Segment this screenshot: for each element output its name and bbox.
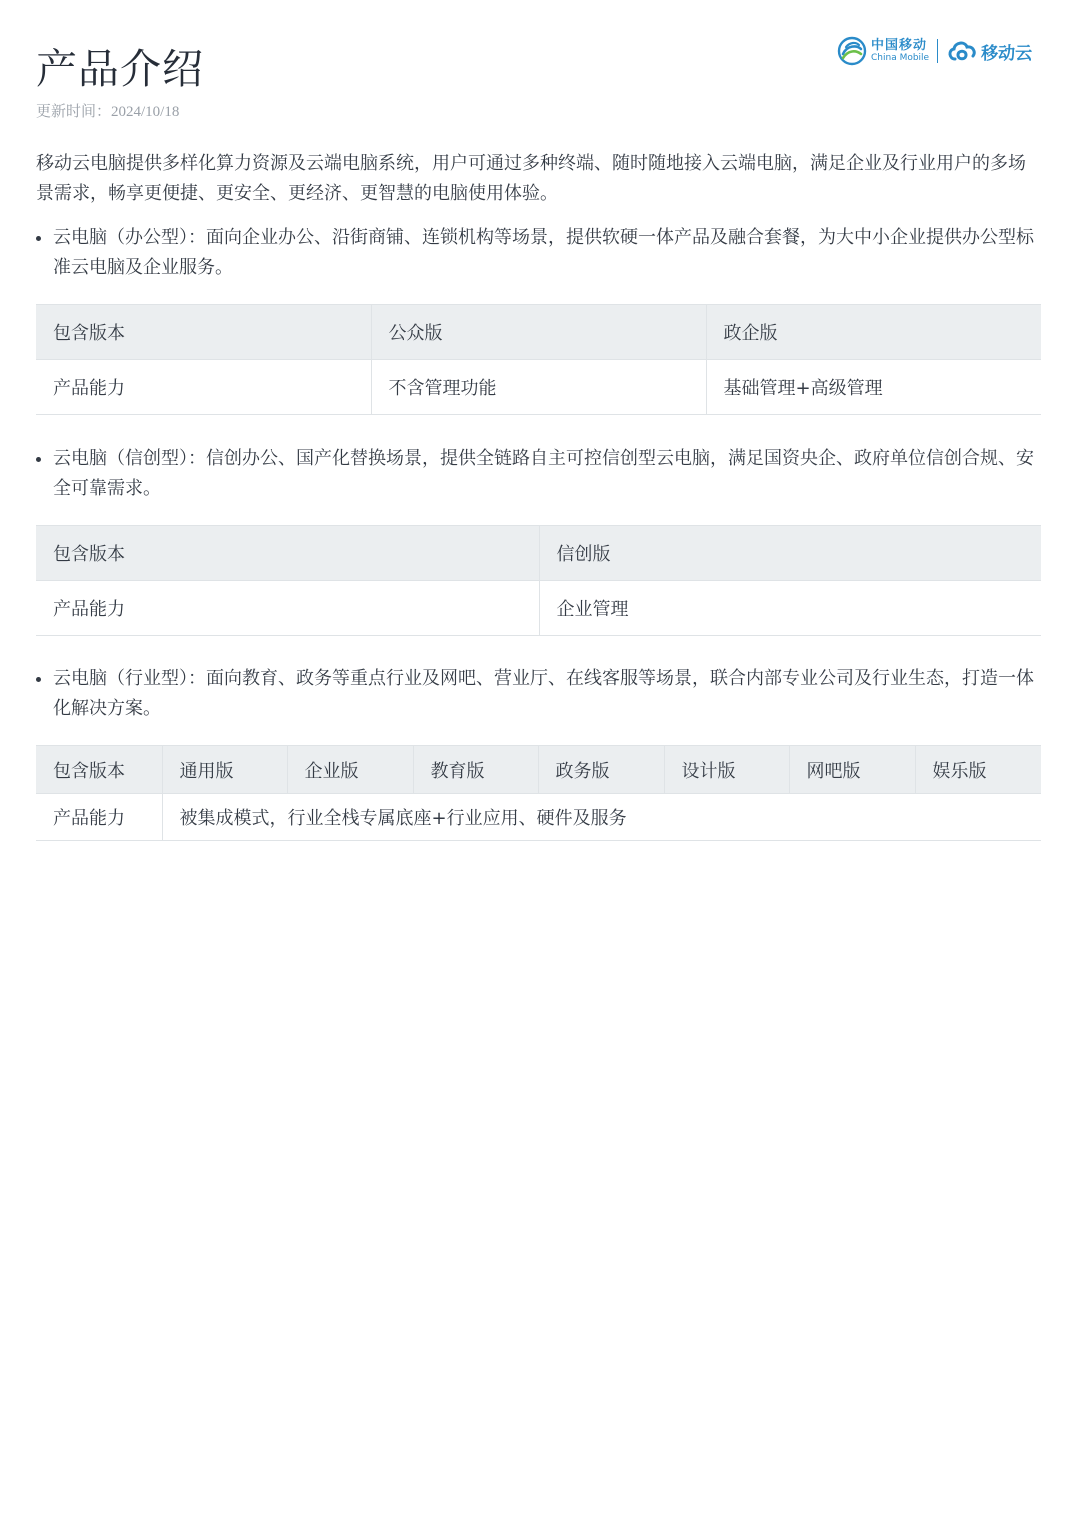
table-row [36, 581, 1041, 636]
brand-logo [837, 34, 1041, 68]
china-mobile-logo-icon [837, 36, 867, 66]
china-mobile-wordmark [871, 39, 929, 63]
bullet-industry-text: 云电脑（行业型）：面向教育、政务等重点行业及网吧、营业厅、在线客服等场景，联合内部专业公司及行业生态，打造一体化解决方案。 [53, 668, 1034, 719]
bullet-industry [36, 664, 1041, 724]
industry-version-table [36, 745, 1041, 841]
table-header-row [36, 305, 1041, 360]
bullet-office [36, 223, 1041, 283]
table-cell: 网吧版 [789, 746, 915, 794]
table-cell: 产品能力 [36, 360, 371, 415]
table-cell: 基础管理+高级管理 [723, 378, 883, 399]
mobile-cloud-logo-icon [946, 37, 978, 65]
table-row [36, 794, 1041, 841]
table-cell: 设计版 [664, 746, 789, 794]
bullet-dot [36, 236, 41, 241]
bullet-xinchuang [36, 444, 1041, 504]
table-cell: 企业管理 [556, 599, 629, 620]
china-mobile-en: China Mobile [871, 53, 930, 63]
update-time: 更新时间：2024/10/18 [36, 104, 180, 120]
bullet-dot [36, 677, 41, 682]
bullet-dot [36, 457, 41, 462]
table-cell: 包含版本 [36, 746, 162, 794]
table-cell: 公众版 [371, 305, 706, 360]
table-header-row [36, 746, 1041, 794]
table-cell: 信创版 [539, 526, 1041, 581]
table-cell: 通用版 [162, 746, 287, 794]
table-cell: 企业版 [287, 746, 413, 794]
logo-divider [937, 39, 938, 63]
table-cell: 产品能力 [36, 581, 539, 636]
table-cell: 政企版 [706, 305, 1041, 360]
table-cell: 教育版 [413, 746, 538, 794]
xinchuang-version-table [36, 525, 1041, 636]
page-title: 产品介绍 [36, 45, 204, 93]
office-version-table [36, 304, 1041, 415]
table-row [36, 360, 1041, 415]
table-cell: 被集成模式，行业全栈专属底座+行业应用、硬件及服务 [179, 808, 627, 829]
table-cell: 包含版本 [36, 526, 539, 581]
bullet-xinchuang-text: 云电脑（信创型）：信创办公、国产化替换场景，提供全链路自主可控信创型云电脑，满足国资央企、政府单位信创合规、安全可靠需求。 [53, 448, 1034, 499]
table-cell: 不含管理功能 [371, 360, 706, 415]
china-mobile-cn: 中国移动 [871, 38, 928, 53]
table-header-row [36, 526, 1041, 581]
table-cell: 包含版本 [36, 305, 371, 360]
mobile-cloud-wordmark: 移动云 [981, 43, 1033, 64]
intro-paragraph: 移动云电脑提供多样化算力资源及云端电脑系统，用户可通过多种终端、随时随地接入云端电脑，满足企业及行业用户的多场景需求，畅享更便捷、更安全、更经济、更智慧的电脑使用体验。 [36, 153, 1026, 204]
table-cell: 娱乐版 [915, 746, 1041, 794]
table-cell: 政务版 [538, 746, 664, 794]
bullet-office-text: 云电脑（办公型）：面向企业办公、沿街商铺、连锁机构等场景，提供软硬一体产品及融合套餐，为大中小企业提供办公型标准云电脑及企业服务。 [53, 227, 1034, 278]
table-cell: 产品能力 [36, 794, 162, 841]
